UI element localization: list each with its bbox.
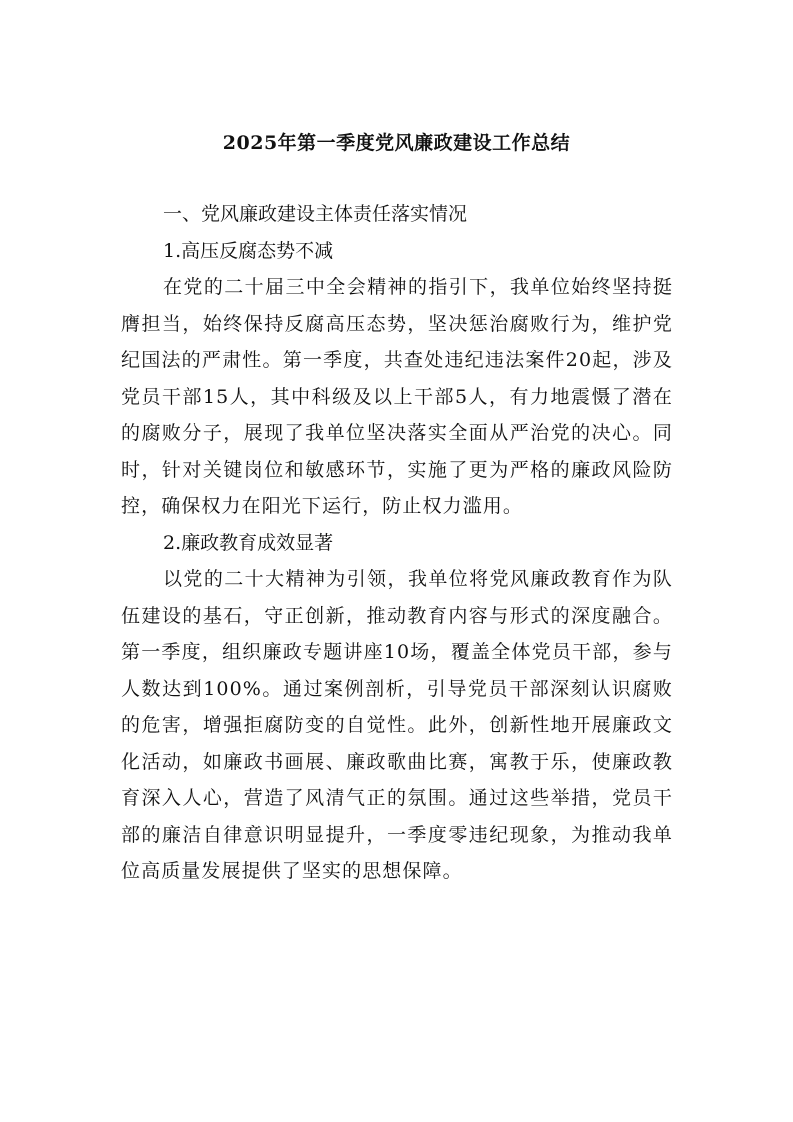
document-title: 2025年第一季度党风廉政建设工作总结 — [222, 132, 571, 154]
section-heading: 一、党风廉政建设主体责任落实情况 — [163, 203, 468, 225]
subsection-heading-1: 1.高压反腐态势不减 — [163, 239, 334, 262]
subsection-heading-2: 2.廉政教育成效显著 — [163, 531, 334, 554]
document-body — [121, 196, 673, 890]
paragraph-1: 在党的二十届三中全会精神的指引下，我单位始终坚持挺膺担当，始终保持反腐高压态势，坚决惩治腐败行为，维护党纪国法的严肃性。第一季度，共查处违纪违法案件20起，涉及党员干部15人，其中科级及以上干部5人，有力地震慑了潜在的腐败分子，展现了我单位坚决落实全面从严治党的决心。同时，针对关键岗位和敏感环节，实施了更为严格的廉政风险防控，确保权力在阳光下运行，防止权力滥用。 — [121, 276, 673, 517]
paragraph-2: 以党的二十大精神为引领，我单位将党风廉政教育作为队伍建设的基石，守正创新，推动教育内容与形式的深度融合。第一季度，组织廉政专题讲座10场，覆盖全体党员干部，参与人数达到100%。通过案例剖析，引导党员干部深刻认识腐败的危害，增强拒腐防变的自觉性。此外，创新性地开展廉政文化活动，如廉政书画展、廉政歌曲比赛，寓教于乐，使廉政教育深入人心，营造了风清气正的氛围。通过这些举措，党员干部的廉洁自律意识明显提升，一季度零违纪现象，为推动我单位高质量发展提供了坚实的思想保障。 — [121, 568, 673, 882]
